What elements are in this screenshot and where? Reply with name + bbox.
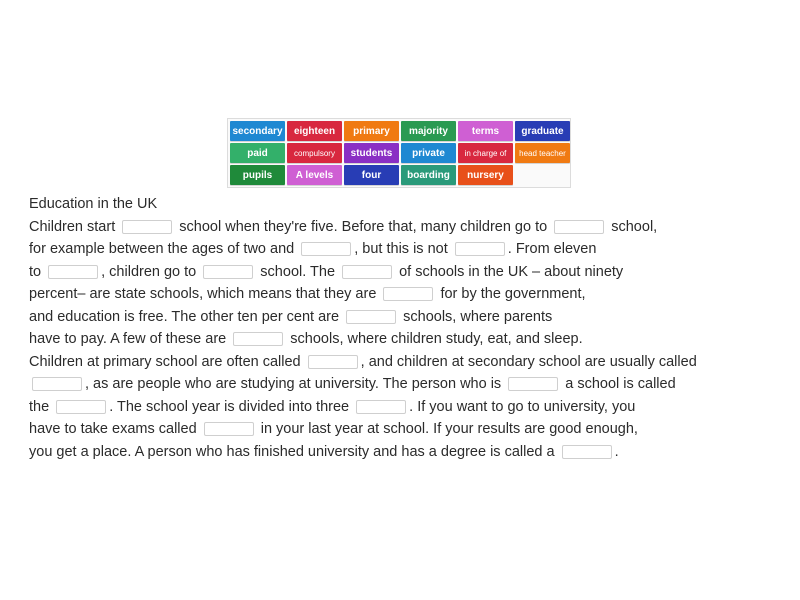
passage-text: the	[29, 398, 54, 415]
passage-line	[29, 396, 789, 419]
answer-blank-14[interactable]	[56, 400, 106, 414]
passage-text: for example between the ages of two and	[29, 241, 299, 257]
word-tile[interactable]: students	[344, 143, 399, 163]
passage-line	[29, 261, 789, 284]
word-tile[interactable]: majority	[401, 121, 456, 141]
passage-text: schools, where parents	[399, 308, 553, 325]
word-tile[interactable]: A levels	[287, 165, 342, 185]
answer-blank-8[interactable]	[383, 287, 433, 301]
passage-line	[29, 351, 789, 374]
passage-text: school,	[607, 218, 658, 235]
answer-blank-15[interactable]	[356, 400, 406, 414]
passage-text: schools, where children study, eat, and sleep.	[286, 331, 583, 347]
word-tile[interactable]: in charge of	[458, 143, 513, 163]
answer-blank-7[interactable]	[342, 265, 392, 279]
answer-blank-9[interactable]	[346, 310, 396, 324]
passage-text: a school is called	[561, 376, 676, 392]
word-bank	[227, 118, 571, 188]
passage-text: .	[614, 443, 619, 460]
word-tile[interactable]: primary	[344, 121, 399, 141]
answer-blank-6[interactable]	[203, 265, 253, 279]
answer-blank-10[interactable]	[233, 332, 283, 346]
passage-lines	[29, 216, 789, 464]
word-tile[interactable]: secondary	[230, 121, 285, 141]
passage-text: Children start	[29, 218, 120, 235]
passage-line	[29, 328, 789, 351]
passage-line	[29, 373, 789, 396]
word-tile[interactable]: head teacher	[515, 143, 570, 163]
answer-blank-12[interactable]	[32, 377, 82, 391]
word-tile[interactable]: pupils	[230, 165, 285, 185]
passage-text: to	[29, 263, 46, 280]
answer-blank-3[interactable]	[301, 242, 351, 256]
passage-text: , but this is not	[354, 241, 452, 257]
passage-text: Children at primary school are often called	[29, 353, 305, 370]
word-tile[interactable]: boarding	[401, 165, 456, 185]
answer-blank-5[interactable]	[48, 265, 98, 279]
passage-text: have to pay. A few of these are	[29, 331, 231, 347]
passage-text: . From eleven	[507, 241, 597, 257]
passage-title: Education in the UK	[29, 196, 158, 212]
word-tile[interactable]: private	[401, 143, 456, 163]
word-tile[interactable]: terms	[458, 121, 513, 141]
passage-line	[29, 283, 789, 306]
answer-blank-2[interactable]	[554, 220, 604, 234]
passage-text: percent– are state schools, which means that they are	[29, 286, 381, 302]
passage-text: school. The	[256, 263, 340, 280]
passage-text: school when they're five. Before that, many children go to	[175, 218, 552, 235]
passage	[29, 193, 789, 463]
word-tile[interactable]: eighteen	[287, 121, 342, 141]
answer-blank-13[interactable]	[508, 377, 558, 391]
word-tile[interactable]: compulsory	[287, 143, 342, 163]
answer-blank-17[interactable]	[562, 445, 612, 459]
passage-text: have to take exams called	[29, 421, 201, 437]
answer-blank-16[interactable]	[204, 422, 254, 436]
word-tile[interactable]: four	[344, 165, 399, 185]
passage-text: , and children at secondary school are usually called	[360, 353, 697, 370]
answer-blank-4[interactable]	[455, 242, 505, 256]
passage-text: . The school year is divided into three	[109, 398, 354, 415]
passage-text: you get a place. A person who has finished university and has a degree is called a	[29, 443, 559, 460]
passage-line	[29, 441, 789, 464]
passage-line	[29, 238, 789, 261]
passage-line	[29, 418, 789, 441]
passage-text: , children go to	[101, 263, 201, 280]
passage-text: in your last year at school. If your results are good enough,	[256, 421, 638, 437]
word-tile[interactable]: graduate	[515, 121, 570, 141]
passage-text: for by the government,	[436, 286, 586, 302]
passage-text: , as are people who are studying at university. The person who is	[85, 376, 506, 392]
passage-text: and education is free. The other ten per cent are	[29, 308, 344, 325]
passage-text: . If you want to go to university, you	[409, 398, 636, 415]
word-tile[interactable]: nursery	[458, 165, 513, 185]
answer-blank-11[interactable]	[308, 355, 358, 369]
passage-line	[29, 306, 789, 329]
passage-text: of schools in the UK – about ninety	[395, 263, 624, 280]
passage-line	[29, 216, 789, 239]
word-tile[interactable]: paid	[230, 143, 285, 163]
answer-blank-1[interactable]	[122, 220, 172, 234]
